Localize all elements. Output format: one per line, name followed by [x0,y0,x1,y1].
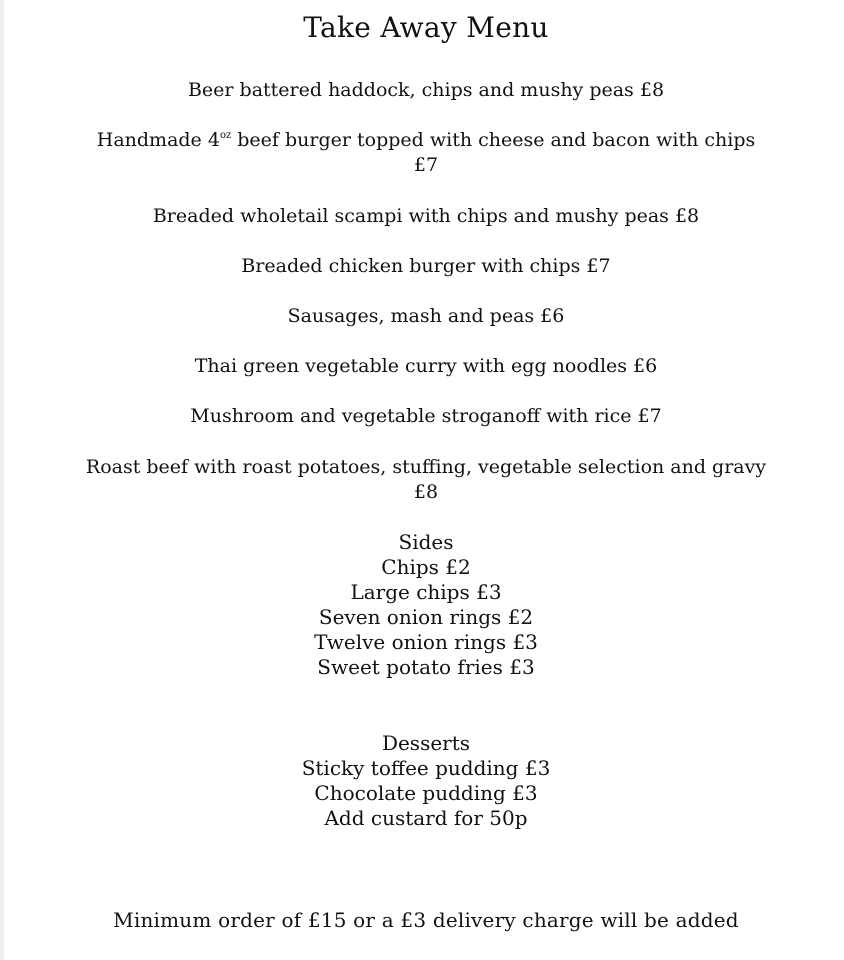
menu-item-beef-burger [4,128,844,178]
menu-item-beef-burger-name-start: Handmade 4 [96,129,220,151]
delivery-note: Minimum order of £15 or a £3 delivery charge will be added [113,908,739,932]
sides-heading: Sides [398,530,454,554]
side-item: Large chips £3 [350,580,502,604]
menu-item-stroganoff: Mushroom and vegetable stroganoff with rice £7 [190,405,662,427]
side-item: Twelve onion rings £3 [314,630,538,654]
menu-item-haddock: Beer battered haddock, chips and mushy peas £8 [187,79,665,101]
page-title: Take Away Menu [303,11,549,44]
menu-item-scampi: Breaded wholetail scampi with chips and mushy peas £8 [152,205,700,227]
menu-item-sausages: Sausages, mash and peas £6 [287,305,565,327]
side-item: Seven onion rings £2 [318,605,534,629]
menu-item-roast-beef-price: £8 [413,481,439,503]
dessert-item: Chocolate pudding £3 [314,781,538,805]
dessert-item: Add custard for 50p [324,806,528,830]
desserts-section [4,731,844,831]
menu-item-roast-beef [4,455,844,505]
ounce-superscript: oz [219,130,232,141]
side-item: Chips £2 [381,555,471,579]
menu-item-beef-burger-price: £7 [413,154,439,176]
menu-item-roast-beef-name: Roast beef with roast potatoes, stuffing, vegetable selection and gravy [85,456,767,478]
menu-item-chicken-burger: Breaded chicken burger with chips £7 [241,255,611,277]
desserts-heading: Desserts [381,731,471,755]
sides-section [4,530,844,680]
menu-item-beef-burger-name [4,128,844,153]
menu-item-beef-burger-name-end: beef burger topped with cheese and bacon with chips [231,129,756,151]
dessert-item: Sticky toffee pudding £3 [301,756,551,780]
menu-item-thai-curry: Thai green vegetable curry with egg noodles £6 [194,355,658,377]
side-item: Sweet potato fries £3 [317,655,535,679]
